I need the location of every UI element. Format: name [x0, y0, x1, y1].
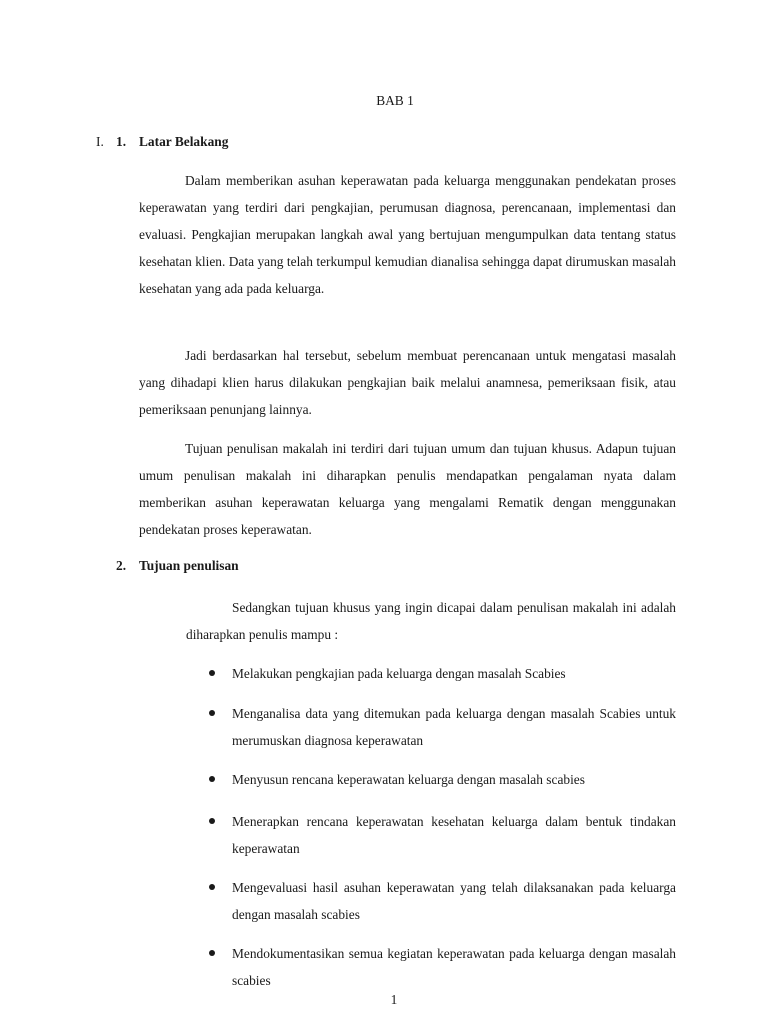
page-number: 1	[390, 992, 398, 1007]
section2-title: Tujuan penulisan	[139, 558, 239, 573]
bullet-dot-icon	[209, 818, 215, 824]
bullet-dot-icon	[209, 950, 215, 956]
bullet-dot-icon	[209, 710, 215, 716]
paragraph-3: Tujuan penulisan makalah ini terdiri dari tujuan umum dan tujuan khusus. Adapun tujuan umum penulisan makalah ini diharapkan penulis mendapatkan pengalaman nyata dalam memberikan asuhan keperawatan keluarga yang mengalami Rematik dengan menggunakan pendekatan proses keperawatan.	[139, 441, 676, 537]
section1-number: 1.	[116, 134, 127, 149]
section2-number: 2.	[116, 558, 127, 573]
bullet-dot-icon	[209, 884, 215, 890]
section2-intro: Sedangkan tujuan khusus yang ingin dicapai dalam penulisan makalah ini adalah diharapkan penulis mampu :	[186, 600, 676, 642]
paragraph-2: Jadi berdasarkan hal tersebut, sebelum membuat perencanaan untuk mengatasi masalah yang dihadapi klien harus dilakukan pengkajian baik melalui anamnesa, pemeriksaan fisik, atau pemeriksaan penunjang lainnya.	[139, 348, 676, 417]
list-item-text: Mendokumentasikan semua kegiatan keperawatan pada keluarga dengan masalah scabies	[232, 946, 676, 988]
section1-title: Latar Belakang	[139, 134, 229, 149]
list-item-text: Menyusun rencana keperawatan keluarga dengan masalah scabies	[232, 772, 585, 787]
list-item-text: Melakukan pengkajian pada keluarga dengan masalah Scabies	[232, 666, 566, 681]
list-item-text: Mengevaluasi hasil asuhan keperawatan yang telah dilaksanakan pada keluarga dengan masalah scabies	[232, 880, 676, 922]
bullet-dot-icon	[209, 670, 215, 676]
bullet-dot-icon	[209, 776, 215, 782]
list-item-text: Menerapkan rencana keperawatan kesehatan keluarga dalam bentuk tindakan keperawatan	[232, 814, 676, 856]
list-item-text: Menganalisa data yang ditemukan pada keluarga dengan masalah Scabies untuk merumuskan diagnosa keperawatan	[232, 706, 676, 748]
paragraph-1: Dalam memberikan asuhan keperawatan pada keluarga menggunakan pendekatan proses keperawatan yang terdiri dari pengkajian, perumusan diagnosa, perencanaan, implementasi dan evaluasi. Pengkajian merupakan langkah awal yang bertujuan mengumpulkan data tentang status kesehatan klien. Data yang telah terkumpul kemudian dianalisa sehingga dapat dirumuskan masalah kesehatan yang ada pada keluarga.	[139, 173, 676, 296]
chapter-title: BAB 1	[376, 93, 414, 108]
roman-marker: I.	[96, 134, 104, 149]
